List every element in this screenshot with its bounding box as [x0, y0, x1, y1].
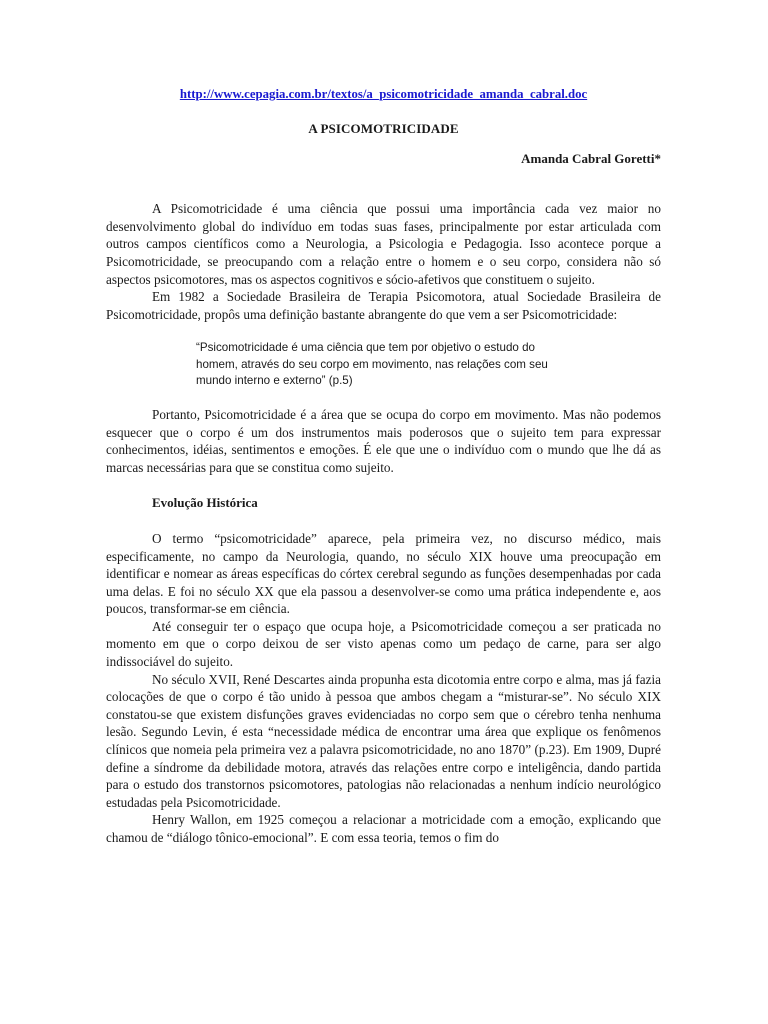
history-paragraph-2: Até conseguir ter o espaço que ocupa hoje, a Psicomotricidade começou a ser praticada no momento em que o corpo deixou de ser visto apenas como um pedaço de carne, para ser algo indissociável do sujeito.: [106, 618, 661, 670]
section-heading-evolucao: Evolução Histórica: [152, 495, 258, 511]
conclusion-paragraph: Portanto, Psicomotricidade é a área que se ocupa do corpo em movimento. Mas não podemos esquecer que o corpo é um dos instrumentos mais poderosos que o sujeito tem para expressar conhecimentos, idéias, sentimentos e emoções. É ele que une o indivíduo com o mundo que lhe dá as marcas necessárias para que se constitua como sujeito.: [106, 406, 661, 475]
history-paragraph-4: Henry Wallon, em 1925 começou a relacionar a motricidade com a emoção, explicando que chamou de “diálogo tônico-emocional”. E com essa teoria, temos o fim do: [106, 812, 661, 846]
history-paragraph-3: No século XVII, René Descartes ainda propunha esta dicotomia entre corpo e alma, mas já fazia colocações de que o corpo é tão unido à pessoa que ambos chegam a “misturar-se”. No século XIX constatou-se que existem disfunções graves evidenciadas no corpo sem que o cérebro tenha nenhuma lesão. Segundo Levin, é esta “necessidade médica de encontrar uma área que explique os fenômenos clínicos que nomeia pela primeira vez a palavra psicomotricidade, no ano 1870” (p.23). Em 1909, Dupré define a síndrome da debilidade motora, através das relações entre corpo e inteligência, dando partida para o estudo dos transtornos psicomotores, patologias não relacionadas a nenhum indício neurológico estudadas pela Psicomotricidade.: [106, 671, 661, 810]
document-title: A PSICOMOTRICIDADE: [308, 121, 459, 136]
source-url-link[interactable]: http://www.cepagia.com.br/textos/a_psicomotricidade_amanda_cabral.doc: [179, 87, 588, 101]
document-author: Amanda Cabral Goretti*: [521, 150, 661, 166]
definition-paragraph: Em 1982 a Sociedade Brasileira de Terapia Psicomotora, atual Sociedade Brasileira de Psicomotricidade, propôs uma definição bastante abrangente do que vem a ser Psicomotricidade:: [106, 289, 661, 322]
history-paragraph-1: O termo “psicomotricidade” aparece, pela primeira vez, no discurso médico, mais especificamente, no campo da Neurologia, quando, no século XIX houve uma preocupação em identificar e nomear as áreas específicas do córtex cerebral segundo as funções desempenhadas por cada uma delas. E foi no século XX que ela passou a desenvolver-se como uma prática independente e, aos poucos, transformar-se em ciência.: [106, 530, 661, 617]
block-quote: “Psicomotricidade é uma ciência que tem por objetivo o estudo do homem, através do seu corpo em movimento, nas relações com seu mundo interno e externo” (p.5): [196, 341, 548, 387]
document-page: [106, 86, 661, 847]
intro-paragraph: A Psicomotricidade é uma ciência que possui uma importância cada vez maior no desenvolvimento global do indivíduo em todas suas fases, principalmente por estar articulada com outros campos científicos como a Neurologia, a Psicologia e Pedagogia. Isso acontece porque a Psicomotricidade, se preocupando com a relação entre o homem e o seu corpo, considera não só aspectos psicomotores, mas os aspectos cognitivos e sócio-afetivos que constituem o sujeito.: [106, 201, 661, 287]
